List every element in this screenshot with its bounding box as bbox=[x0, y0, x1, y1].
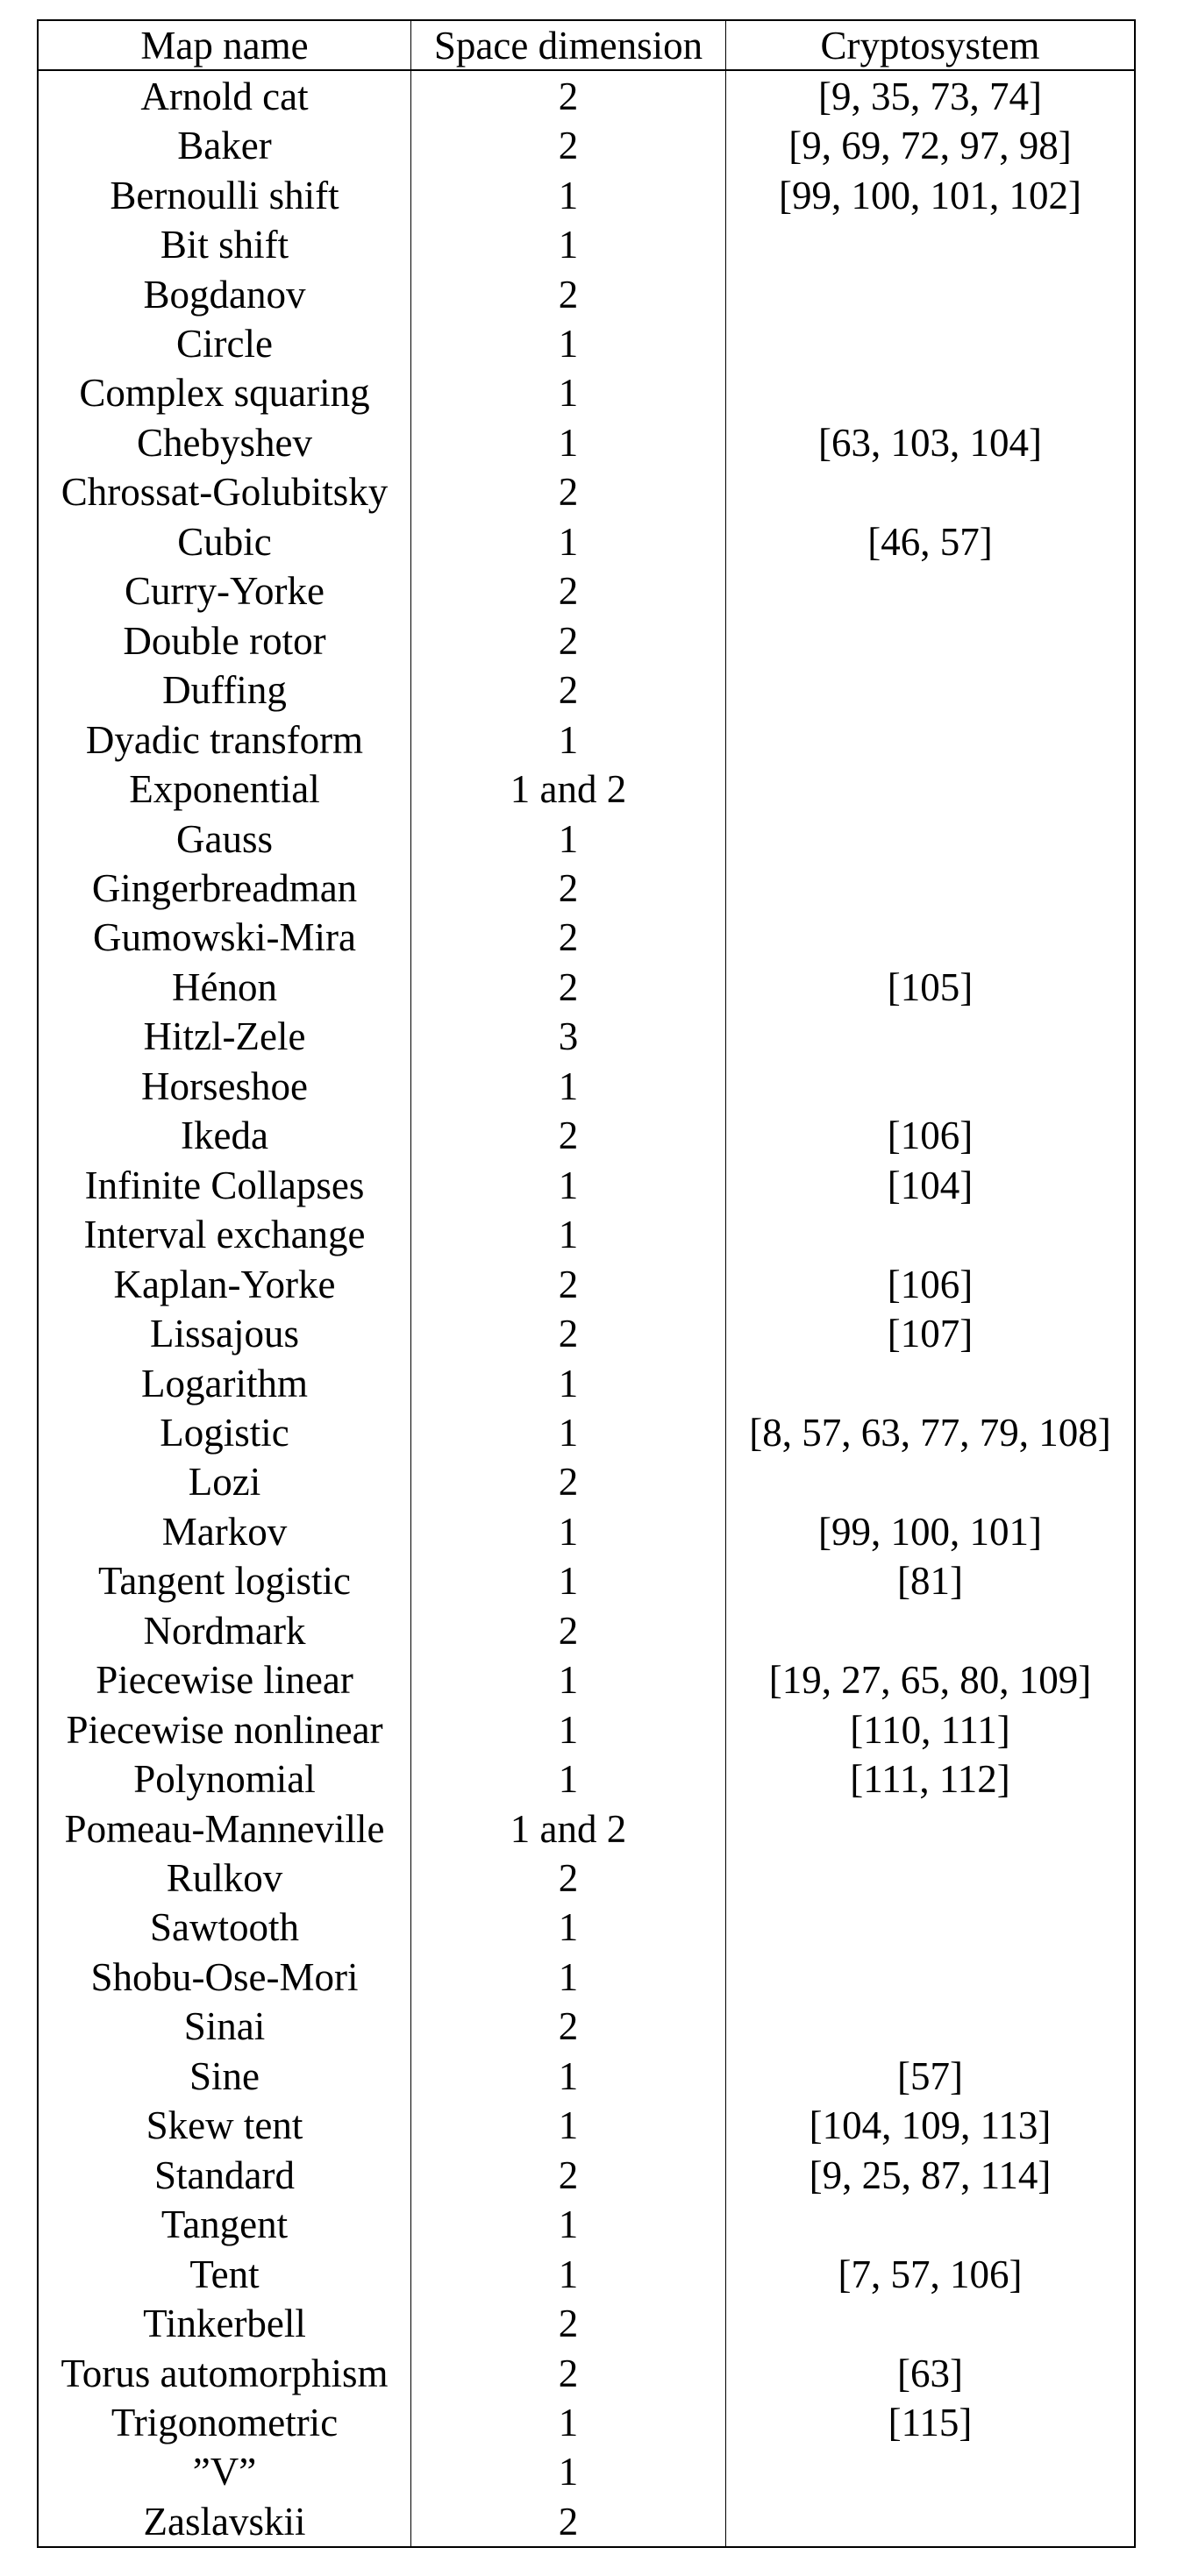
cell-cryptosystem: [9, 35, 73, 74] bbox=[818, 74, 1042, 118]
cell-space-dimension: 1 bbox=[411, 1407, 726, 1456]
cell-map-name: Nordmark bbox=[39, 1605, 411, 1654]
cell-map-name: Ikeda bbox=[39, 1111, 411, 1160]
cell-map-name: Baker bbox=[39, 120, 411, 169]
cell-space-dimension: 2 bbox=[411, 616, 726, 665]
cell-map-name: Bit shift bbox=[39, 219, 411, 268]
cell-space-dimension: 1 bbox=[411, 1556, 726, 1605]
table-row bbox=[39, 2447, 1134, 2496]
table-row bbox=[39, 516, 1134, 566]
cell-space-dimension: 1 and 2 bbox=[411, 1804, 726, 1853]
cell-cryptosystem bbox=[726, 665, 1134, 714]
cell-cryptosystem: [104, 109, 113] bbox=[809, 2103, 1052, 2148]
table-row bbox=[39, 1804, 1134, 1853]
cell-space-dimension: 1 bbox=[411, 1704, 726, 1754]
cell-space-dimension: 2 bbox=[411, 2150, 726, 2199]
cell-space-dimension: 1 bbox=[411, 368, 726, 417]
cell-map-name: Piecewise nonlinear bbox=[39, 1704, 411, 1754]
cell-space-dimension: 2 bbox=[411, 2002, 726, 2051]
table-row bbox=[39, 1012, 1134, 1061]
cell-cryptosystem: [99, 100, 101] bbox=[818, 1509, 1042, 1554]
cell-map-name: Exponential bbox=[39, 764, 411, 813]
table-row bbox=[39, 269, 1134, 318]
table-row bbox=[39, 219, 1134, 268]
cell-cryptosystem bbox=[726, 764, 1134, 813]
cell-cryptosystem bbox=[726, 1853, 1134, 1902]
cell-map-name: Bernoulli shift bbox=[39, 170, 411, 219]
table-row bbox=[39, 1259, 1134, 1308]
cell-map-name: Dyadic transform bbox=[39, 715, 411, 764]
cell-space-dimension: 1 bbox=[411, 1358, 726, 1407]
table-row bbox=[39, 863, 1134, 912]
table-row bbox=[39, 1556, 1134, 1605]
cell-map-name: Cubic bbox=[39, 516, 411, 566]
cell-cryptosystem: [115] bbox=[888, 2401, 973, 2445]
cell-space-dimension: 2 bbox=[411, 1853, 726, 1902]
cell-cryptosystem bbox=[726, 566, 1134, 616]
cell-map-name: Lozi bbox=[39, 1457, 411, 1506]
table-row bbox=[39, 2249, 1134, 2298]
cell-space-dimension: 2 bbox=[411, 2298, 726, 2347]
cell-space-dimension: 1 bbox=[411, 814, 726, 863]
cell-cryptosystem bbox=[726, 1209, 1134, 1258]
cell-space-dimension: 2 bbox=[411, 566, 726, 616]
table-row bbox=[39, 1061, 1134, 1110]
cell-cryptosystem: [8, 57, 63, 77, 79, 108] bbox=[749, 1410, 1111, 1455]
cell-space-dimension: 2 bbox=[411, 863, 726, 912]
cell-map-name: Zaslavskii bbox=[39, 2496, 411, 2545]
cell-cryptosystem bbox=[726, 1605, 1134, 1654]
cell-cryptosystem bbox=[726, 2298, 1134, 2347]
cell-space-dimension: 2 bbox=[411, 2348, 726, 2397]
cell-cryptosystem bbox=[726, 913, 1134, 962]
cell-map-name: Gumowski-Mira bbox=[39, 913, 411, 962]
cell-map-name: Polynomial bbox=[39, 1754, 411, 1803]
cell-space-dimension: 3 bbox=[411, 1012, 726, 1061]
cell-space-dimension: 1 bbox=[411, 2447, 726, 2496]
cell-space-dimension: 2 bbox=[411, 1111, 726, 1160]
table-row bbox=[39, 764, 1134, 813]
cell-cryptosystem: [107] bbox=[887, 1312, 974, 1356]
table-row bbox=[39, 2199, 1134, 2248]
cell-map-name: Shobu-Ose-Mori bbox=[39, 1952, 411, 2001]
cell-map-name: Standard bbox=[39, 2150, 411, 2199]
cell-space-dimension: 1 bbox=[411, 417, 726, 466]
cell-space-dimension: 2 bbox=[411, 1605, 726, 1654]
cell-cryptosystem bbox=[726, 219, 1134, 268]
cell-space-dimension: 2 bbox=[411, 467, 726, 516]
cell-space-dimension: 2 bbox=[411, 269, 726, 318]
table-row bbox=[39, 1754, 1134, 1803]
table-row bbox=[39, 120, 1134, 169]
table-row bbox=[39, 417, 1134, 466]
table-row bbox=[39, 1308, 1134, 1357]
cell-cryptosystem bbox=[726, 814, 1134, 863]
cell-space-dimension: 1 bbox=[411, 715, 726, 764]
cell-cryptosystem: [57] bbox=[897, 2053, 963, 2098]
cell-space-dimension: 1 bbox=[411, 1952, 726, 2001]
cell-cryptosystem bbox=[726, 467, 1134, 516]
cell-map-name: Skew tent bbox=[39, 2101, 411, 2150]
cell-map-name: Sawtooth bbox=[39, 1903, 411, 1952]
table-row bbox=[39, 2397, 1134, 2446]
header-space-dimension: Space dimension bbox=[411, 21, 726, 69]
cell-cryptosystem: [110, 111] bbox=[850, 1707, 1010, 1752]
cell-cryptosystem bbox=[726, 368, 1134, 417]
cell-map-name: Curry-Yorke bbox=[39, 566, 411, 616]
table-row bbox=[39, 616, 1134, 665]
table-row bbox=[39, 2298, 1134, 2347]
cell-map-name: Kaplan-Yorke bbox=[39, 1259, 411, 1308]
cell-space-dimension: 2 bbox=[411, 1259, 726, 1308]
cell-cryptosystem bbox=[726, 715, 1134, 764]
cell-space-dimension: 1 bbox=[411, 2397, 726, 2446]
cell-map-name: Complex squaring bbox=[39, 368, 411, 417]
cell-map-name: Hitzl-Zele bbox=[39, 1012, 411, 1061]
cell-space-dimension: 1 bbox=[411, 1506, 726, 1555]
cell-map-name: Tangent logistic bbox=[39, 1556, 411, 1605]
cell-space-dimension: 2 bbox=[411, 1457, 726, 1506]
cell-cryptosystem: [9, 69, 72, 97, 98] bbox=[788, 124, 1072, 168]
cell-cryptosystem bbox=[726, 1061, 1134, 1110]
table-row bbox=[39, 318, 1134, 367]
cell-cryptosystem bbox=[726, 318, 1134, 367]
cell-map-name: Double rotor bbox=[39, 616, 411, 665]
cell-cryptosystem bbox=[726, 1358, 1134, 1407]
cell-cryptosystem bbox=[726, 1903, 1134, 1952]
cell-map-name: Interval exchange bbox=[39, 1209, 411, 1258]
table-body bbox=[39, 71, 1134, 2546]
table-row bbox=[39, 913, 1134, 962]
cell-map-name: Infinite Collapses bbox=[39, 1160, 411, 1209]
cell-space-dimension: 1 bbox=[411, 1754, 726, 1803]
cell-map-name: Arnold cat bbox=[39, 71, 411, 120]
cell-map-name: Circle bbox=[39, 318, 411, 367]
cell-map-name: Piecewise linear bbox=[39, 1655, 411, 1704]
cell-cryptosystem: [81] bbox=[897, 1559, 963, 1604]
table-row bbox=[39, 2051, 1134, 2100]
cell-cryptosystem bbox=[726, 1804, 1134, 1853]
cell-map-name: Trigonometric bbox=[39, 2397, 411, 2446]
cell-space-dimension: 2 bbox=[411, 962, 726, 1011]
table-row bbox=[39, 170, 1134, 219]
table-row bbox=[39, 566, 1134, 616]
cell-cryptosystem: [9, 25, 87, 114] bbox=[809, 2153, 1052, 2197]
cell-map-name: Gingerbreadman bbox=[39, 863, 411, 912]
cell-map-name: Duffing bbox=[39, 665, 411, 714]
cell-space-dimension: 1 bbox=[411, 1160, 726, 1209]
cell-cryptosystem: [63] bbox=[897, 2351, 963, 2395]
cell-cryptosystem bbox=[726, 269, 1134, 318]
table-row bbox=[39, 1903, 1134, 1952]
table-row bbox=[39, 71, 1134, 120]
cell-cryptosystem: [63, 103, 104] bbox=[818, 420, 1042, 465]
cell-space-dimension: 2 bbox=[411, 71, 726, 120]
cell-space-dimension: 1 bbox=[411, 2249, 726, 2298]
cell-cryptosystem: [106] bbox=[887, 1262, 974, 1306]
table-row bbox=[39, 962, 1134, 1011]
cell-cryptosystem: [46, 57] bbox=[867, 519, 993, 564]
table-row bbox=[39, 467, 1134, 516]
cell-space-dimension: 1 bbox=[411, 170, 726, 219]
cell-map-name: Horseshoe bbox=[39, 1061, 411, 1110]
table-row bbox=[39, 2348, 1134, 2397]
cell-cryptosystem bbox=[726, 1952, 1134, 2001]
table-row bbox=[39, 1704, 1134, 1754]
cell-cryptosystem bbox=[726, 2002, 1134, 2051]
cell-map-name: Tinkerbell bbox=[39, 2298, 411, 2347]
table-row bbox=[39, 1209, 1134, 1258]
table-row bbox=[39, 1853, 1134, 1902]
cell-cryptosystem bbox=[726, 1012, 1134, 1061]
cell-map-name: Sine bbox=[39, 2051, 411, 2100]
table-row bbox=[39, 1407, 1134, 1456]
cell-cryptosystem bbox=[726, 616, 1134, 665]
cell-map-name: Rulkov bbox=[39, 1853, 411, 1902]
cell-cryptosystem: [19, 27, 65, 80, 109] bbox=[768, 1658, 1092, 1703]
cell-map-name: Sinai bbox=[39, 2002, 411, 2051]
cell-map-name: Torus automorphism bbox=[39, 2348, 411, 2397]
table-row bbox=[39, 1358, 1134, 1407]
table-row bbox=[39, 1952, 1134, 2001]
cell-space-dimension: 2 bbox=[411, 2496, 726, 2545]
cell-cryptosystem bbox=[726, 2447, 1134, 2496]
cell-space-dimension: 1 bbox=[411, 1655, 726, 1704]
cell-map-name: Logistic bbox=[39, 1407, 411, 1456]
cell-cryptosystem bbox=[726, 2496, 1134, 2545]
chaotic-maps-table bbox=[37, 19, 1136, 2548]
cell-map-name: Chrossat-Golubitsky bbox=[39, 467, 411, 516]
table-row bbox=[39, 368, 1134, 417]
cell-cryptosystem bbox=[726, 1457, 1134, 1506]
cell-map-name: Bogdanov bbox=[39, 269, 411, 318]
table-header-row bbox=[39, 21, 1134, 71]
cell-space-dimension: 1 bbox=[411, 219, 726, 268]
table-row bbox=[39, 1457, 1134, 1506]
cell-map-name: Pomeau-Manneville bbox=[39, 1804, 411, 1853]
table-row bbox=[39, 1605, 1134, 1654]
cell-cryptosystem: [106] bbox=[887, 1114, 974, 1158]
table-row bbox=[39, 1506, 1134, 1555]
cell-space-dimension: 1 bbox=[411, 1209, 726, 1258]
cell-space-dimension: 2 bbox=[411, 913, 726, 962]
cell-map-name: Tent bbox=[39, 2249, 411, 2298]
cell-map-name: Chebyshev bbox=[39, 417, 411, 466]
cell-cryptosystem: [104] bbox=[887, 1163, 974, 1207]
table-row bbox=[39, 665, 1134, 714]
cell-map-name: Gauss bbox=[39, 814, 411, 863]
cell-cryptosystem: [7, 57, 106] bbox=[838, 2252, 1023, 2296]
table-row bbox=[39, 2150, 1134, 2199]
table-row bbox=[39, 2002, 1134, 2051]
cell-cryptosystem: [111, 112] bbox=[850, 1757, 1010, 1802]
table-row bbox=[39, 1111, 1134, 1160]
cell-map-name: ”V” bbox=[39, 2447, 411, 2496]
cell-cryptosystem: [105] bbox=[887, 964, 974, 1009]
header-cryptosystem: Cryptosystem bbox=[820, 24, 1040, 68]
table-row bbox=[39, 1655, 1134, 1704]
cell-space-dimension: 1 bbox=[411, 516, 726, 566]
cell-space-dimension: 2 bbox=[411, 120, 726, 169]
table-row bbox=[39, 814, 1134, 863]
table-row bbox=[39, 2496, 1134, 2545]
cell-space-dimension: 1 bbox=[411, 1903, 726, 1952]
cell-space-dimension: 1 and 2 bbox=[411, 764, 726, 813]
header-map-name: Map name bbox=[39, 21, 411, 69]
table-row bbox=[39, 715, 1134, 764]
cell-map-name: Logarithm bbox=[39, 1358, 411, 1407]
cell-map-name: Hénon bbox=[39, 962, 411, 1011]
cell-space-dimension: 1 bbox=[411, 1061, 726, 1110]
cell-cryptosystem: [99, 100, 101, 102] bbox=[779, 173, 1081, 217]
cell-cryptosystem bbox=[726, 2199, 1134, 2248]
cell-space-dimension: 1 bbox=[411, 2051, 726, 2100]
cell-space-dimension: 1 bbox=[411, 318, 726, 367]
cell-cryptosystem bbox=[726, 863, 1134, 912]
cell-map-name: Tangent bbox=[39, 2199, 411, 2248]
cell-space-dimension: 2 bbox=[411, 665, 726, 714]
cell-space-dimension: 1 bbox=[411, 2199, 726, 2248]
cell-space-dimension: 1 bbox=[411, 2101, 726, 2150]
table-row bbox=[39, 2101, 1134, 2150]
cell-map-name: Markov bbox=[39, 1506, 411, 1555]
cell-space-dimension: 2 bbox=[411, 1308, 726, 1357]
table-row bbox=[39, 1160, 1134, 1209]
cell-map-name: Lissajous bbox=[39, 1308, 411, 1357]
